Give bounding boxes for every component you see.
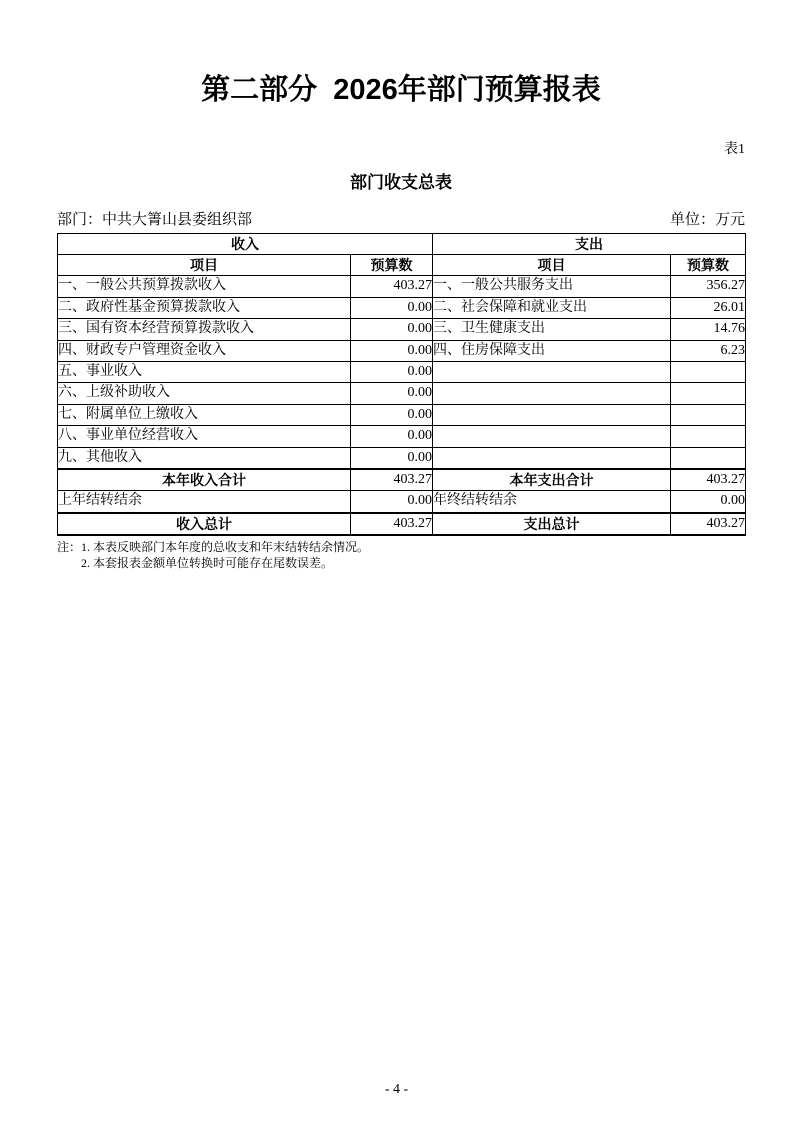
income-total-label: 本年收入合计 [58,469,351,491]
income-value: 0.00 [351,404,433,425]
expense-item: 二、社会保障和就业支出 [433,297,671,318]
expense-total-label: 本年支出合计 [433,469,671,491]
expense-value [671,383,746,404]
income-value: 0.00 [351,426,433,447]
expense-section-header: 支出 [433,233,746,254]
income-value: 403.27 [351,276,433,297]
income-total-value: 403.27 [351,469,433,491]
table-row [58,340,746,361]
notes-prefix: 注： [57,540,82,555]
income-value: 0.00 [351,491,433,513]
expense-item-header: 项目 [433,254,671,275]
table-row [58,447,746,469]
income-grand-total-label: 收入总计 [58,513,351,535]
table-row [58,319,746,340]
income-value: 0.00 [351,297,433,318]
expense-value: 26.01 [671,297,746,318]
expense-value: 14.76 [671,319,746,340]
income-item: 一、一般公共预算拨款收入 [58,276,351,297]
expense-value [671,447,746,469]
table-row [58,404,746,425]
income-section-header: 收入 [58,233,433,254]
carryover-row [58,491,746,513]
table-row [58,426,746,447]
expense-value [671,361,746,382]
expense-value: 356.27 [671,276,746,297]
expense-item [433,447,671,469]
table-row [58,383,746,404]
income-value: 0.00 [351,340,433,361]
table-row [58,361,746,382]
expense-total-value: 403.27 [671,469,746,491]
page-content [57,0,745,571]
notes-body [81,540,369,571]
income-grand-total-value: 403.27 [351,513,433,535]
expense-grand-total-value: 403.27 [671,513,746,535]
income-value: 0.00 [351,447,433,469]
expense-item: 四、住房保障支出 [433,340,671,361]
department-label: 部门：中共大箐山县委组织部 [57,211,253,228]
note-line-2: 2. 本套报表金额单位转换时可能存在尾数误差。 [81,555,334,570]
expense-grand-total-label: 支出总计 [433,513,671,535]
note-line-1: 1. 本表反映部门本年度的总收支和年末结转结余情况。 [81,540,370,555]
expense-item [433,383,671,404]
income-item: 八、事业单位经营收入 [58,426,351,447]
expense-value [671,426,746,447]
page-number: - 4 - [384,1082,409,1097]
expense-item [433,426,671,447]
income-item: 四、财政专户管理资金收入 [58,340,351,361]
table-row [58,276,746,297]
income-item: 九、其他收入 [58,447,351,469]
table-row [58,297,746,318]
income-value: 0.00 [351,361,433,382]
income-item: 二、政府性基金预算拨款收入 [58,297,351,318]
expense-item: 年终结转结余 [433,491,671,513]
budget-summary-table [57,233,746,537]
subtotal-row [58,469,746,491]
column-header-row [58,254,746,275]
table-notes [57,540,745,571]
page-title: 第二部分 2026年部门预算报表 [201,74,601,106]
income-value: 0.00 [351,319,433,340]
income-item: 三、国有资本经营预算拨款收入 [58,319,351,340]
income-budget-header: 预算数 [351,254,433,275]
expense-value: 0.00 [671,491,746,513]
section-header-row [58,233,746,254]
expense-item [433,361,671,382]
table-number-label: 表1 [724,142,745,158]
income-item-header: 项目 [58,254,351,275]
income-item: 七、附属单位上缴收入 [58,404,351,425]
expense-item: 一、一般公共服务支出 [433,276,671,297]
table-title: 部门收支总表 [350,173,452,193]
income-value: 0.00 [351,383,433,404]
expense-value [671,404,746,425]
grand-total-row [58,513,746,535]
income-item: 六、上级补助收入 [58,383,351,404]
income-item: 上年结转结余 [58,491,351,513]
expense-item [433,404,671,425]
unit-label: 单位：万元 [669,211,745,228]
expense-item: 三、卫生健康支出 [433,319,671,340]
expense-value: 6.23 [671,340,746,361]
income-item: 五、事业收入 [58,361,351,382]
expense-budget-header: 预算数 [671,254,746,275]
table-meta-row [57,211,745,229]
